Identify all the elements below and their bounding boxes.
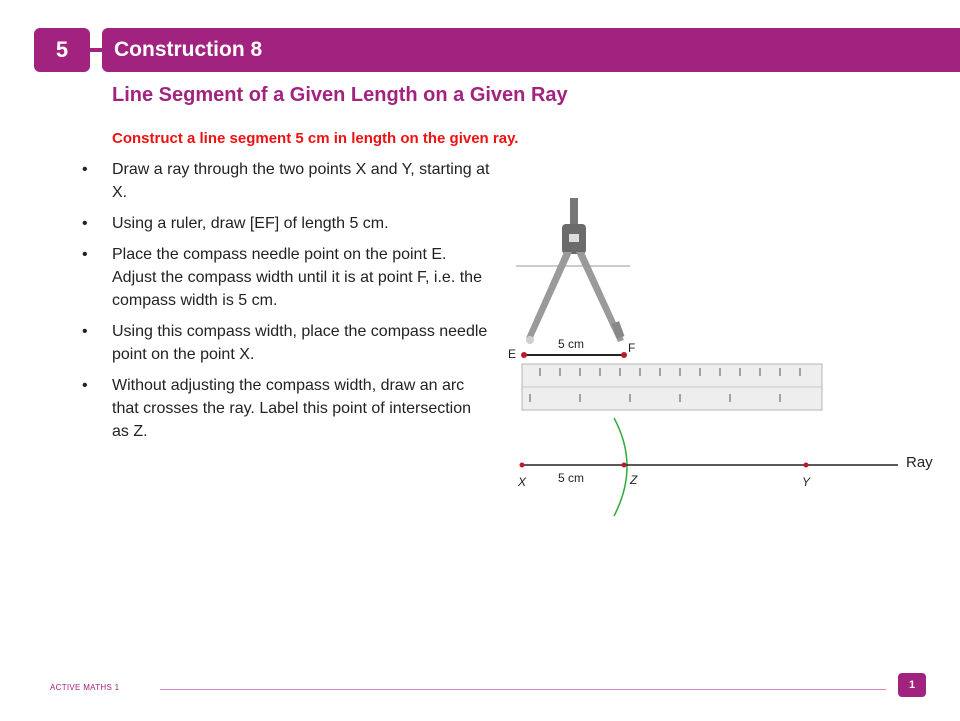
point-z-label: Z [630,473,638,487]
step-text: Draw a ray through the two points X and Y, starting at X. [112,161,490,201]
point-f-marker [621,352,627,358]
point-e-marker [521,352,527,358]
list-item [82,158,492,204]
list-item [82,320,492,366]
point-y-marker [804,463,809,468]
ray-label: Ray [906,454,933,471]
ruler-icon [522,364,822,410]
list-item [82,243,492,312]
page-title: Construction 8 [102,28,960,72]
footer-divider [160,689,886,690]
bullet-icon: • [82,161,88,178]
bullet-icon: • [82,246,88,263]
bullet-icon: • [82,323,88,340]
steps-list [82,158,492,451]
step-text: Using a ruler, draw [EF] of length 5 cm. [112,215,389,232]
point-x-label: X [518,475,527,489]
construction-diagram [500,190,950,530]
step-text: Using this compass width, place the compass needle point on the point X. [112,323,488,363]
page-number: 1 [898,673,926,697]
point-y-label: Y [802,475,811,489]
ray-segment-length-label: 5 cm [558,471,585,485]
point-f-label: F [628,341,636,355]
book-label: ACTIVE MATHS 1 [50,683,120,692]
list-item [82,212,492,235]
point-e-label: E [508,347,517,361]
bullet-icon: • [82,215,88,232]
point-x-marker [520,463,525,468]
bullet-icon: • [82,377,88,394]
task-instruction: Construct a line segment 5 cm in length on the given ray. [112,130,519,147]
step-text: Without adjusting the compass width, draw an arc that crosses the ray. Label this point of intersection as Z. [112,377,472,440]
point-z-marker [622,463,627,468]
section-subtitle: Line Segment of a Given Length on a Given Ray [112,84,568,106]
step-text: Place the compass needle point on the point E. Adjust the compass width until it is at point F, i.e. the compass width is 5 cm. [112,246,482,309]
compass-icon [526,198,624,344]
list-item [82,374,492,443]
chapter-number-badge: 5 [34,28,90,72]
segment-length-label: 5 cm [558,337,585,351]
